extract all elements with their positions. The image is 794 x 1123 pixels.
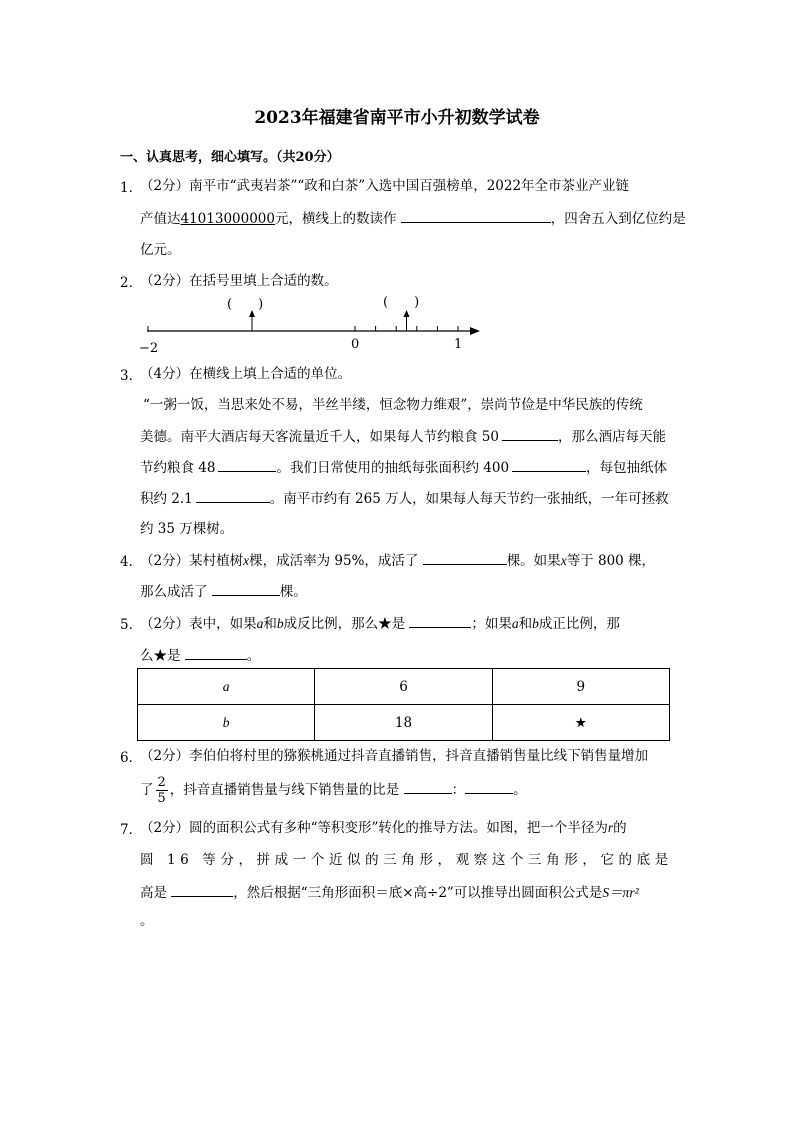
table-cell-star: ★ — [492, 705, 669, 741]
q7-formula: S＝πr² — [602, 885, 639, 900]
q3-blank-4[interactable] — [196, 488, 270, 503]
section-heading: 一、认真思考，细心填写。（共20分） — [120, 150, 340, 165]
q2-text: （2分）在括号里填上合适的数。 — [140, 273, 338, 289]
q6-line1: （2分）李伯伯将村里的猕猴桃通过抖音直播销售，抖音直播销售量比线下销售量增加 — [140, 748, 649, 764]
table-row — [138, 705, 670, 741]
table-cell: a — [138, 669, 315, 705]
q1-value: 41013000000 — [180, 211, 275, 227]
q5-line2-a: 么★是 — [140, 648, 181, 664]
q7-blank-1[interactable] — [171, 882, 233, 897]
q5-line1 — [140, 613, 620, 634]
q7-line4: 。 — [140, 913, 154, 929]
q4-line1 — [140, 550, 655, 571]
q7-line3-b: ，然后根据“三角形面积＝底×高÷2”可以推导出圆面积公式是 — [233, 885, 603, 901]
q2-number: 2． — [120, 275, 143, 291]
q4-line1-b: 棵，成活率为 95%，成活了 — [249, 553, 419, 569]
q4-line2 — [140, 581, 307, 602]
q1-line2-suffix: ，四舍五入到亿位约是 — [550, 211, 686, 227]
table-cell: b — [138, 705, 315, 741]
q4-var-x-2: x — [560, 553, 567, 568]
q1-line2-mid: 元，横线上的数读作 — [274, 211, 397, 227]
q3-line4-c: ，每包抽纸体 — [586, 460, 668, 476]
q5-table — [137, 668, 670, 741]
q3-line4 — [140, 457, 667, 478]
q3-line2: “一粥一饭，当思来处不易，半丝半缕，恒念物力维艰”，崇尚节俭是中华民族的传统 — [143, 397, 643, 413]
q5-line1-c: ；如果 — [471, 616, 512, 632]
q5-number: 5． — [120, 617, 143, 633]
axis-arrow — [470, 327, 480, 335]
table-cell: 18 — [315, 705, 492, 741]
q5-var-a: a — [256, 616, 264, 631]
q7-var-r: r — [607, 820, 614, 835]
number-line-svg — [137, 290, 487, 358]
q5-line1-a: （2分）表中，如果 — [140, 616, 257, 632]
q7-line3-a: 高是 — [140, 885, 167, 901]
label-neg2: −2 — [139, 341, 159, 356]
q6-blank-2[interactable] — [465, 779, 513, 794]
q4-number: 4． — [120, 554, 143, 570]
q5-var-a-2: a — [511, 616, 519, 631]
q5-var-b: b — [276, 616, 284, 631]
q4-line2-a: 那么成活了 — [140, 584, 208, 600]
fraction-numerator: 2 — [157, 775, 166, 790]
q3-line4-a: 节约粮食 48 — [140, 460, 216, 476]
page-title: 2023年福建省南平市小升初数学试卷 — [254, 108, 540, 128]
q5-line1-d: 成正比例，那 — [538, 616, 620, 632]
q5-var-b-2: b — [532, 616, 539, 631]
q7-line1 — [140, 818, 627, 838]
q4-var-x: x — [243, 553, 250, 568]
number-line-figure — [137, 290, 487, 358]
q3-blank-1[interactable] — [502, 426, 558, 441]
q6-colon: ： — [451, 782, 466, 798]
q3-line5-a: 积约 2.1 — [140, 491, 193, 507]
q6-line2-b: ，抖音直播销售量与线下销售量的比是 — [169, 782, 400, 798]
q3-line5-b: 。南平市约有 265 万人，如果每人每天节约一张抽纸，一年可拯救 — [269, 491, 669, 507]
q7-line2: 圆 16 等分，拼成一个近似的三角形，观察这个三角形，它的底是 — [140, 852, 673, 868]
q5-line2 — [140, 645, 260, 666]
fraction-denominator: 5 — [157, 791, 166, 806]
q5-line2-b: 。 — [246, 648, 261, 664]
q5-blank-1[interactable] — [409, 613, 471, 628]
q4-line1-c: 棵。如果 — [506, 553, 561, 569]
q1-line3: 亿元。 — [140, 242, 181, 258]
q7-number: 7． — [120, 822, 143, 838]
label-1: 1 — [454, 337, 463, 352]
q3-blank-3[interactable] — [512, 457, 586, 472]
q3-line6: 约 35 万棵树。 — [140, 521, 234, 537]
q6-end: 。 — [513, 782, 527, 798]
q1-line2-prefix: 产值达 — [140, 211, 181, 227]
q7-line3 — [140, 882, 639, 903]
q4-blank-1[interactable] — [423, 550, 507, 565]
q5-and-2: 和 — [518, 616, 533, 632]
q3-blank-2[interactable] — [218, 457, 276, 472]
q3-line5 — [140, 488, 669, 509]
q6-line2 — [140, 773, 527, 807]
q3-line3 — [140, 426, 666, 447]
q5-and: 和 — [263, 616, 277, 632]
q5-blank-2[interactable] — [185, 645, 247, 660]
q4-blank-2[interactable] — [212, 581, 280, 596]
q1-blank-read[interactable] — [401, 208, 551, 223]
table-row — [138, 669, 670, 705]
q1-line2 — [140, 208, 686, 229]
q1-line1: （2分）南平市“武夷岩茶”“政和白茶”入选中国百强榜单，2022年全市茶业产业链 — [140, 178, 630, 194]
q3-line3-text: 美德。南平大酒店每天客流量近千人，如果每人节约粮食 50 — [140, 429, 499, 445]
q3-line1: （4分）在横线上填上合适的单位。 — [140, 366, 352, 382]
q4-line1-d: 等于 800 棵， — [566, 553, 656, 569]
q6-fraction — [156, 775, 168, 806]
table-cell: 6 — [315, 669, 492, 705]
q7-line1-b: 的 — [613, 820, 627, 836]
arrow-right-head — [404, 310, 410, 317]
paren-right[interactable]: ( ) — [383, 295, 420, 310]
q4-line1-a: （2分）某村植树 — [140, 553, 244, 569]
q6-blank-1[interactable] — [404, 779, 452, 794]
q4-line2-b: 棵。 — [279, 584, 307, 600]
q5-line1-b: 成反比例，那么★是 — [283, 616, 406, 632]
q3-line3-suffix: ，那么酒店每天能 — [557, 429, 666, 445]
q7-line1-a: （2分）圆的面积公式有多种“等积变形”转化的推导方法。如图，把一个半径为 — [140, 820, 608, 836]
q1-number: 1． — [120, 180, 143, 196]
q6-line2-a: 了 — [140, 782, 154, 798]
q3-number: 3． — [120, 368, 143, 384]
q6-number: 6． — [120, 750, 143, 766]
label-0: 0 — [351, 337, 360, 352]
paren-left[interactable]: ( ) — [227, 297, 264, 312]
table-cell: 9 — [492, 669, 669, 705]
q3-line4-b: 。我们日常使用的抽纸每张面积约 400 — [276, 460, 510, 476]
